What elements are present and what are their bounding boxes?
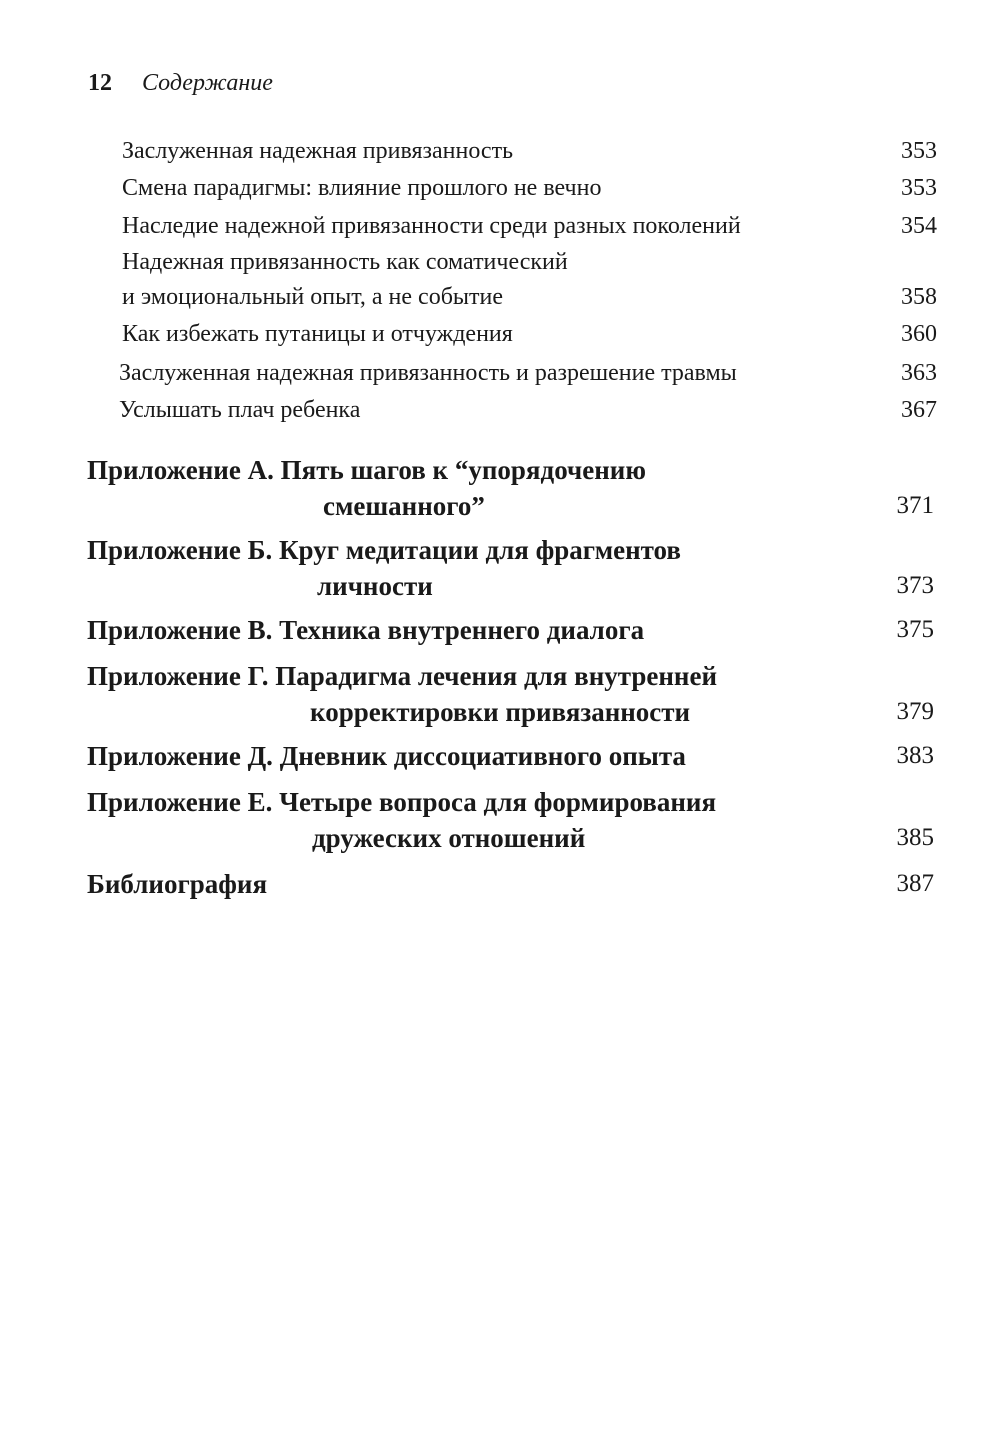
- toc-entry-title: Заслуженная надежная привязанность: [122, 138, 514, 164]
- appendix-entry: [87, 532, 934, 604]
- appendix-title-line2: смешанного”: [323, 491, 485, 521]
- page-number: 12: [88, 70, 112, 96]
- appendix-label: Приложение Г.: [87, 661, 269, 691]
- appendix-page: 375: [896, 616, 934, 643]
- appendix-title-line1: Приложение Б. Круг медитации для фрагментов: [87, 535, 681, 565]
- toc-entry-page: 353: [901, 138, 937, 164]
- toc-entry-page: 367: [901, 397, 937, 423]
- toc-entry-title: Смена парадигмы: влияние прошлого не вечно: [122, 175, 602, 201]
- toc-entry-title: Как избежать путаницы и отчуждения: [122, 321, 513, 347]
- toc-entry-page: 360: [901, 321, 937, 347]
- running-header: [88, 70, 273, 97]
- appendix-title: Приложение В. Техника внутреннего диалога: [87, 615, 645, 645]
- bibliography-entry: [87, 866, 934, 902]
- appendix-page: 385: [896, 824, 934, 851]
- appendix-label: Приложение В.: [87, 615, 273, 645]
- toc-entry-page: 353: [901, 175, 937, 201]
- toc-entry: [119, 391, 937, 429]
- toc-entry: [122, 245, 937, 315]
- appendix-title-line1: Приложение А. Пять шагов к “упорядочению: [87, 455, 646, 485]
- toc-entry: [122, 132, 937, 170]
- toc-entry: [122, 207, 937, 245]
- toc-entry-title-line1: Надежная привязанность как соматический: [122, 249, 568, 275]
- toc-entry-title: Услышать плач ребенка: [119, 397, 361, 423]
- bibliography-page: 387: [896, 870, 934, 897]
- appendix-entry: [87, 784, 934, 856]
- appendix-title-line2: личности: [317, 571, 433, 601]
- toc-entry-title-line2: и эмоциональный опыт, а не событие: [122, 284, 504, 310]
- toc-entry: [122, 315, 937, 353]
- appendix-title: Приложение Д. Дневник диссоциативного опыта: [87, 741, 686, 771]
- toc-entry-page: 358: [901, 284, 937, 310]
- toc-entry: [122, 169, 937, 207]
- toc-entry: [119, 354, 937, 392]
- appendix-page: 379: [896, 698, 934, 725]
- appendix-page: 371: [896, 492, 934, 519]
- appendix-entry: [87, 738, 934, 774]
- appendix-title-line2: дружеских отношений: [312, 823, 586, 853]
- appendix-label: Приложение Е.: [87, 787, 273, 817]
- running-title: Содержание: [142, 70, 273, 96]
- appendix-entry: [87, 658, 934, 730]
- appendix-page: 383: [896, 742, 934, 769]
- toc-entry-page: 354: [901, 213, 937, 239]
- toc-entry-page: 363: [901, 360, 937, 386]
- appendix-title-line1: Приложение Г. Парадигма лечения для внутренней: [87, 661, 718, 691]
- appendix-title-line2: корректировки привязанности: [310, 697, 691, 727]
- toc-entry-title: Заслуженная надежная привязанность и разрешение травмы: [119, 360, 737, 386]
- appendix-title-line1: Приложение Е. Четыре вопроса для формирования: [87, 787, 717, 817]
- appendix-label: Приложение Б.: [87, 535, 273, 565]
- appendix-label: Приложение А.: [87, 455, 274, 485]
- appendix-entry: [87, 612, 934, 648]
- appendix-entry: [87, 452, 934, 524]
- appendix-page: 373: [896, 572, 934, 599]
- appendix-label: Приложение Д.: [87, 741, 273, 771]
- bibliography-title: Библиография: [87, 869, 268, 899]
- toc-entry-title: Наследие надежной привязанности среди разных поколений: [122, 213, 741, 239]
